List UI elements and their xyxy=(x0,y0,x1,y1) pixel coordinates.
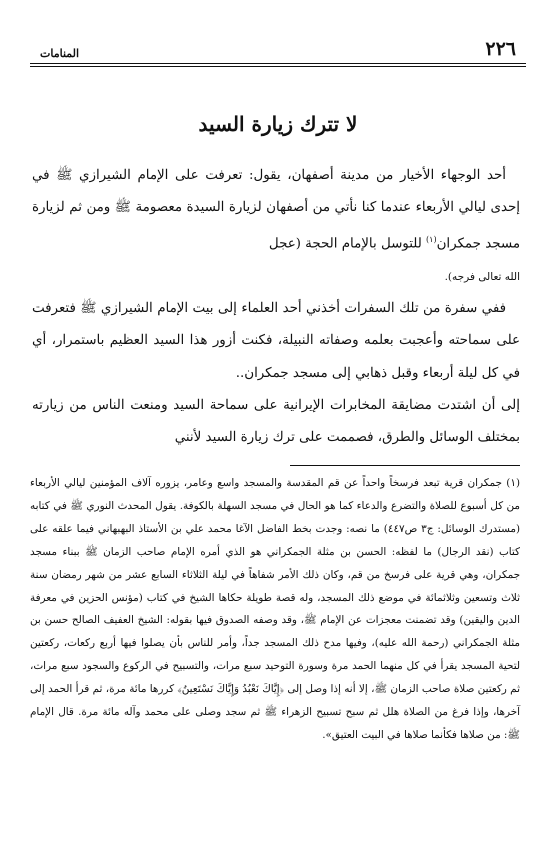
footnote: (١) جمكران قرية تبعد فرسخاً واحداً عن قم المقدسة والمسجد واسع وعامر، يزوره آلاف المؤمنين ليالي الأربعاء من كل أسبوع للصلاة والتضرع والدعاء كما هو الحال في مسجد السهلة بالكوفة. يقول المحدث النوري ﷺ في كتابه (مستدرك الوسائل: ج٣ ص٤٤٧) ما نصه: وجدت بخط الفاضل الآغا محمد علي بن الأستاذ البهبهاني فيما علقه على كتاب (نقد الرجال) ما لفظه: الحسن بن مثلة الجمكراني هو الذي أمره الإمام صاحب الزمان ﷺ ببناء مسجد جمكران، وهي قرية على فرسخ من قم، وكان ذلك الأمر شفاهاً في ليلة الثلاثاء السابع عشر من شهر رمضان سنة ثلاث وتسعين وثلاثمائة في موضع ذلك المسجد، وله قصة طويلة حكاها الشيخ في كتاب (مؤنس الحزين في معرفة الدين واليقين) وقد تضمنت معجزات عن الإمام ﷺ، وقد وصفه الصدوق فيها بقوله: الشيخ العفيف الصالح حسن بن مثلة الجمكراني (رحمة الله عليه)، وفيها مدح ذلك المسجد جداً، وأمر للناس بأن يصلوا فيها أربع ركعات، ركعتين لتحية المسجد يقرأ في كل منهما الحمد مرة وسورة التوحيد سبع مرات، والتسبيح في الركوع والسجود سبع مرات، ثم ركعتين صلاة صاحب الزمان ﷺ، إلا أنه إذا وصل إلى ﴿إِيَّاكَ نَعْبُدُ وَإِيَّاكَ نَسْتَعِينُ﴾ كررها مائة مرة، ثم قرأ الحمد إلى آخرها، وإذا فرغ من الصلاة هلل ثم سبح تسبيح الزهراء ﷺ ثم سجد وصلى على محمد وآله مائة مرة. قال الإمام ﷺ: من صلاها فكأنما صلاها في البيت العتيق». xyxy=(30,477,520,741)
paragraph-1-text: أحد الوجهاء الأخيار من مدينة أصفهان، يقول: تعرفت على الإمام الشيرازي ﷺ في إحدى ليالي الأربعاء عندما كنا نأتي من أصفهان لزيارة السيدة معصومة ﷺ ومن ثم لزيارة مسجد جمكران xyxy=(32,168,520,252)
page-number: ٢٢٦ xyxy=(485,38,516,60)
paragraph-1-tail: الله تعالى فرجه). xyxy=(444,271,520,284)
running-title: المنامات xyxy=(40,47,80,60)
paragraph-3: إلى أن اشتدت مضايقة المخابرات الإيرانية على سماحة السيد ومنعت الناس من زيارته بمختلف الوسائل والطرق، فصممت على ترك زيارة السيد لأنني xyxy=(32,397,520,446)
paragraph-2: ففي سفرة من تلك السفرات أخذني أحد العلماء إلى بيت الإمام الشيرازي ﷺ فتعرفت على سماحته وأعجبت بعلمه وصفاته النبيلة، فكنت أزور هذا السيد العظيم باستمرار، أي في كل ليلة أربعاء وقبل ذهابي إلى مسجد جمكران.. xyxy=(32,301,520,381)
footnote-ref: (١) xyxy=(426,235,437,245)
chapter-title: لا تترك زيارة السيد xyxy=(198,112,358,136)
paragraph-1-continuation: للتوسل بالإمام الحجة (عجل xyxy=(268,236,427,252)
page-header xyxy=(40,40,516,60)
paragraph-1 xyxy=(32,160,520,293)
header-rule xyxy=(30,63,526,64)
footnote-separator xyxy=(290,465,520,466)
body-text xyxy=(32,160,520,454)
